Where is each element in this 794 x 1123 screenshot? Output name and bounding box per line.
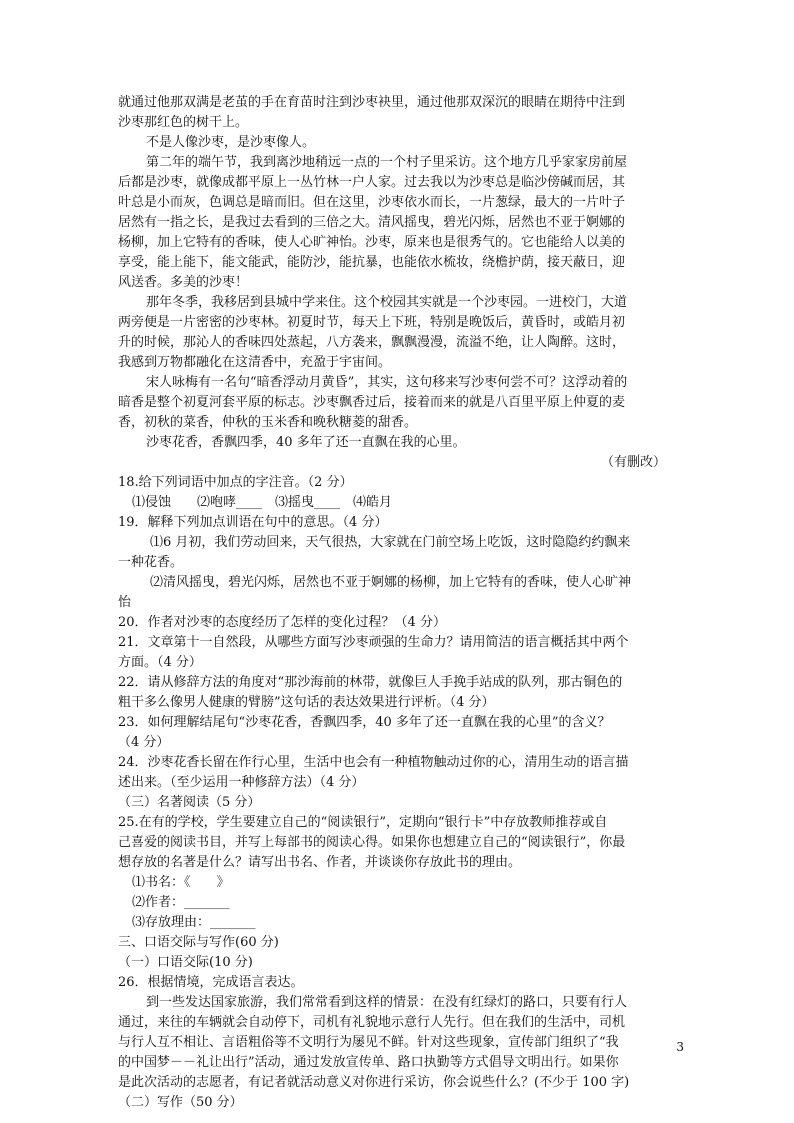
text-line: 一种花香。: [118, 555, 184, 570]
question-22: [118, 673, 678, 713]
text-line: 居然有一指之长，是我过去看到的三倍之大。清风摇曳，碧光闪烁，居然也不亚于婀娜的: [118, 215, 626, 230]
text-line: 粗干多么像男人健康的臂膀”这句话的表达效果进行评析。（4 分）: [118, 695, 495, 710]
text-line: ⑴6 月初，我们劳动回来，天气很热，大家就在门前空场上吃饭，这时隐隐约约飘来: [150, 535, 631, 550]
text-line: 叶总是小而灰，色调总是暗而旧。但在这里，沙枣依水而长，一片葱绿，最大的一片叶子: [118, 195, 626, 210]
question-20: 20．作者对沙枣的态度经历了怎样的变化过程？（4 分）: [118, 615, 446, 630]
text-line: 沙枣那红色的树干上。: [118, 115, 249, 130]
page-number: 3: [676, 1040, 684, 1054]
text-line: 24．沙枣花香长留在作行心里，生活中也会有一种植物触动过你的心，清用生动的语言描: [118, 755, 629, 770]
text-line: 后都是沙枣，就像成都平原上一丛竹林一户人家。过去我以为沙枣总是临沙傍碱而居，其: [118, 175, 626, 190]
text-line: 怡: [118, 595, 132, 610]
question-26-body: [118, 993, 678, 1093]
text-line: 风送香。多美的沙枣！: [118, 275, 249, 290]
paragraph-intro: [118, 93, 678, 133]
text-line: 宋人咏梅有一名句“暗香浮动月黄昏”，其实，这句移来写沙枣何尝不可？这浮动着的: [146, 375, 628, 390]
text-line: （4 分）: [118, 735, 170, 750]
question-19-item-1: [118, 533, 678, 573]
text-line: 想存放的名著是什么？请写出书名、作者，并谈谈你存放此书的理由。: [118, 855, 522, 870]
question-26: 26．根据情境，完成语言表达。: [118, 975, 304, 990]
source-note: （有删改）: [600, 455, 666, 470]
text-line: 到一些发达国家旅游，我们常常看到这样的情景：在没有红绿灯的路口，只要有行人: [146, 995, 628, 1010]
question-19-item-2: [118, 573, 678, 613]
section-writing-heading: （二）写作（50 分）: [118, 1095, 243, 1110]
text-line: 21．文章第十一自然段，从哪些方面写沙枣顽强的生命力？请用简洁的语言概括其中两个: [118, 635, 629, 650]
paragraph-end: 沙枣花香，香飘四季，40 多年了还一直飘在我的心里。: [146, 435, 466, 450]
question-19: 19．解释下列加点训语在句中的意思。（4 分）: [118, 515, 388, 530]
text-line: 升的时候，那沁人的香味四处蒸起，八方袭来，飘飘漫漫，流溢不绝，让人陶醉。这时，: [118, 335, 626, 350]
text-line: 两旁便是一片密密的沙枣林。初夏时节，每天上下班，特别是晚饭后，黄昏时，或皓月初: [118, 315, 626, 330]
question-25: [118, 813, 678, 873]
paragraph-winter: [118, 293, 678, 373]
text-line: 第二年的端午节，我到离沙地稍远一点的一个村子里采访。这个地方几乎家家房前屋: [146, 155, 628, 170]
text-line: 是此次活动的志愿者，有记者就活动意义对你进行采访，你会说些什么？(不少于 100 字): [118, 1075, 630, 1090]
text-line: 与行人互不相让、言语粗俗等不文明行为屡见不鲜。针对这些现象，宣传部门组织了“我: [118, 1035, 619, 1050]
text-line: ⑵清风摇曳，碧光闪烁，居然也不亚于婀娜的杨柳，加上它特有的香味，使人心旷神: [150, 575, 632, 590]
text-line: 杨柳，加上它特有的香味，使人心旷神怡。沙枣，原来也是很秀气的。它也能给人以美的: [118, 235, 626, 250]
text-line: 23．如何理解结尾句“沙枣花香，香飘四季，40 多年了还一直飘在我的心里”的含义？: [118, 715, 611, 730]
text-line: 享受，能上能下，能文能武，能防沙，能抗暴，也能依水梳妆，绕檐护荫，接天蔽日，迎: [118, 255, 626, 270]
text-line: 方面。（4 分）: [118, 655, 202, 670]
text-line: 22．请从修辞方法的角度对“那沙海前的林带，就像巨人手挽手站成的队列，那古铜色的: [118, 675, 623, 690]
question-25-book-title: ⑴书名：《 》: [132, 875, 230, 890]
question-24: [118, 753, 678, 793]
paragraph-song: [118, 373, 678, 433]
page-content: [118, 93, 678, 1113]
question-23: [118, 713, 678, 753]
question-21: [118, 633, 678, 673]
text-line: 我感到万物都融化在这清香中，充盈于宇宙间。: [118, 355, 392, 370]
text-line: 25.在有的学校，学生要建立自己的“阅读银行”，定期向“银行卡”中存放教师推荐或自: [118, 815, 608, 830]
question-25-reason: ⑶存放理由：_______: [132, 915, 256, 930]
paragraph-short: 不是人像沙枣，是沙枣像人。: [146, 135, 316, 150]
text-line: 那年冬季，我移居到县城中学来住。这个校园其实就是一个沙枣园。一进校门，大道: [146, 295, 628, 310]
section-reading-heading: （三）名著阅读（5 分）: [118, 795, 261, 810]
part-3-heading: 三、口语交际与写作(60 分): [118, 935, 279, 950]
question-18-items: ⑴侵蚀 ⑵咆哮____ ⑶摇曳____ ⑷皓月: [132, 495, 393, 510]
text-line: 香，初秋的菜香，仲秋的玉米香和晚秋糖菱的甜香。: [118, 415, 418, 430]
paragraph-duanwu: [118, 153, 678, 293]
text-line: 就通过他那双满是老茧的手在育苗时注到沙枣袂里，通过他那双深沉的眼睛在期待中注到: [118, 95, 626, 110]
text-line: 通过，来往的车辆就会自动停下，司机有礼貌地示意行人先行。但在我们的生活中，司机: [118, 1015, 626, 1030]
section-oral-heading: （一）口语交际(10 分): [118, 955, 253, 970]
question-18: 18.给下列词语中加点的字注音。（2 分）: [118, 475, 353, 490]
text-line: 的中国梦－－礼让出行”活动，通过发放宣传单、路口执勤等方式倡导文明出行。如果你: [118, 1055, 619, 1070]
text-line: 己喜爱的阅读书目，并写上每部书的阅读心得。如果你也想建立自己的“阅读银行”，你最: [118, 835, 626, 850]
text-line: 述出来。（至少运用一种修辞方法）（4 分）: [118, 775, 365, 790]
question-25-author: ⑵作者：_______: [132, 895, 230, 910]
text-line: 暗香是整个初夏河套平原的标志。沙枣飘香过后，接着而来的就是八百里平原上仲夏的麦: [118, 395, 626, 410]
